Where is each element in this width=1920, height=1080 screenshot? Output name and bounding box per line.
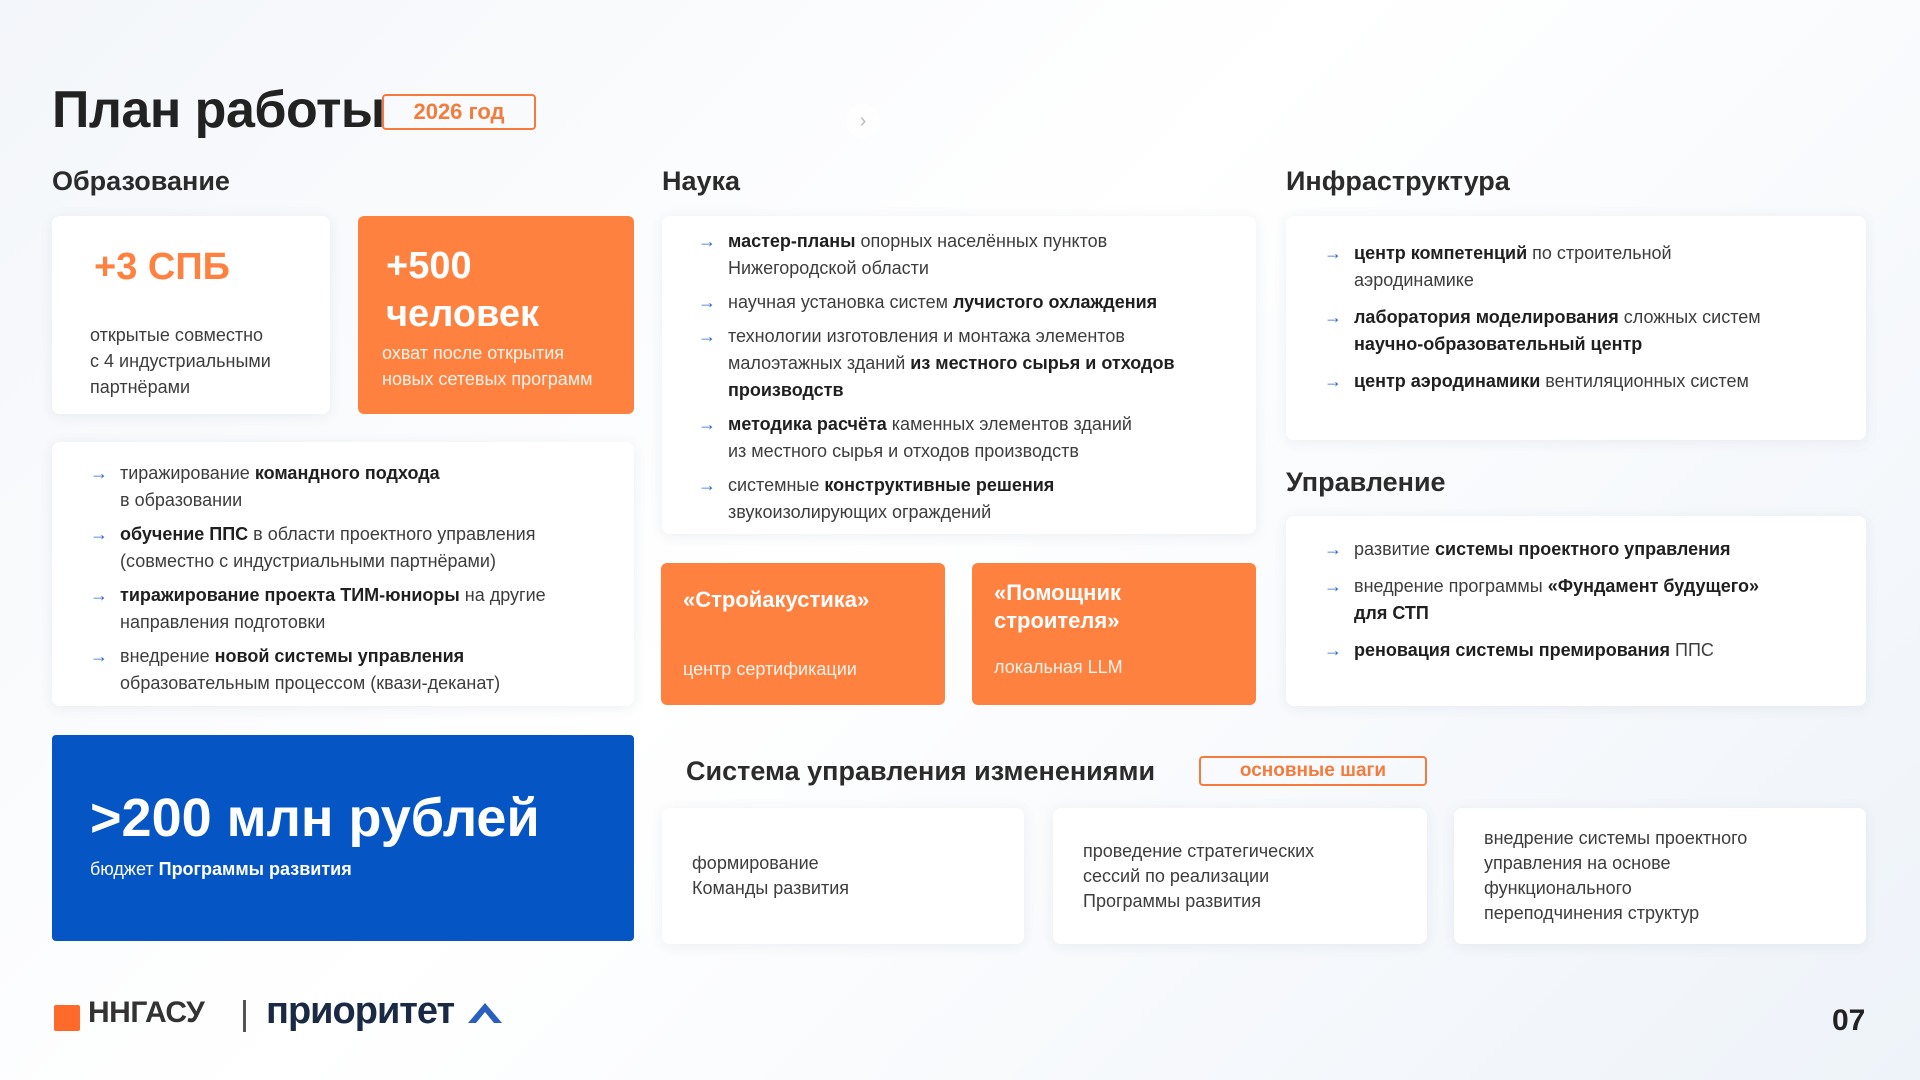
stat-people-value: человек	[386, 293, 540, 335]
list-item: → внедрение новой системы управления образовательным процессом (квази-деканат)	[90, 643, 614, 697]
stat-spb-desc-line: с 4 индустриальными	[90, 351, 271, 371]
priority-chevron-icon	[468, 1001, 502, 1025]
step-text-line: функционального	[1484, 878, 1632, 898]
arrow-right-icon: →	[698, 231, 716, 251]
step-card	[1454, 808, 1866, 944]
list-item: → методика расчёта каменных элементов зданий из местного сырья и отходов производств	[698, 411, 1236, 465]
list-item: → развитие системы проектного управления	[1324, 536, 1846, 563]
stat-people-desc-line: новых сетевых программ	[382, 369, 593, 389]
step-card	[1053, 808, 1427, 944]
list-item: → мастер-планы опорных населённых пунктов Нижегородской области	[698, 228, 1236, 282]
stat-people-desc-line: охват после открытия	[382, 343, 565, 363]
pomoshnik-title: строителя»	[994, 608, 1120, 633]
infrastructure-list-card	[1286, 216, 1866, 440]
step-text-line: Программы развития	[1083, 890, 1261, 911]
arrow-right-icon: →	[698, 292, 716, 312]
step-text-line: Команды развития	[692, 878, 849, 898]
science-title: Наука	[662, 166, 741, 196]
management-title: Управление	[1286, 467, 1446, 497]
stroyakustika-desc: центр сертификации	[683, 659, 857, 679]
step-text-line: переподчинения структур	[1484, 903, 1700, 923]
changes-tag: основные шаги	[1199, 756, 1427, 786]
budget-card	[52, 735, 634, 941]
step-text-line: внедрение системы проектного	[1484, 828, 1748, 848]
stat-card-people	[358, 216, 634, 414]
stat-spb-desc-line: открытые совместно	[90, 325, 264, 345]
list-item: → центр компетенций по строительной аэродинамике	[1324, 240, 1846, 294]
logo-divider	[243, 1000, 246, 1032]
arrow-right-icon: →	[90, 646, 108, 666]
arrow-right-icon: →	[90, 463, 108, 483]
list-item: → лаборатория моделирования сложных систем научно-образовательный центр	[1324, 304, 1846, 358]
chevron-right-icon[interactable]: ›	[846, 104, 880, 138]
list-item: → тиражирование командного подхода в образовании	[90, 460, 614, 514]
list-item: → системные конструктивные решения звукоизолирующих ограждений	[698, 472, 1236, 526]
arrow-right-icon: →	[1324, 640, 1342, 660]
priority-logo: приоритет	[266, 990, 502, 1033]
list-item: → тиражирование проекта ТИМ-юниоры на другие направления подготовки	[90, 582, 614, 636]
stat-spb-desc-line: партнёрами	[90, 377, 191, 397]
list-item: → научная установка систем лучистого охлаждения	[698, 289, 1236, 316]
page-number: 07	[1832, 1004, 1866, 1037]
education-list-card	[52, 442, 634, 706]
stroyakustika-card	[661, 563, 945, 705]
list-item: → центр аэродинамики вентиляционных систем	[1324, 368, 1846, 395]
stroyakustika-title: «Стройакустика»	[683, 587, 870, 612]
changes-title: Система управления изменениями	[686, 756, 1156, 786]
arrow-right-icon: →	[1324, 539, 1342, 559]
step-text-line: управления на основе	[1484, 853, 1671, 873]
arrow-right-icon: →	[1324, 371, 1342, 391]
infrastructure-title: Инфраструктура	[1286, 166, 1510, 196]
arrow-right-icon: →	[90, 524, 108, 544]
step-text-line: проведение стратегических	[1083, 840, 1315, 861]
stat-card-spb	[52, 216, 330, 414]
science-list-card	[662, 216, 1256, 534]
stat-people-value: +500	[386, 245, 472, 287]
pomoshnik-title: «Помощник	[994, 580, 1122, 605]
pomoshnik-desc: локальная LLM	[994, 657, 1123, 677]
budget-desc: бюджет Программы развития	[90, 859, 352, 879]
year-tag: 2026 год	[382, 94, 536, 130]
arrow-right-icon: →	[1324, 307, 1342, 327]
stat-spb-value: +3 СПБ	[94, 246, 230, 288]
nngasu-logo-icon	[54, 1005, 80, 1031]
arrow-right-icon: →	[1324, 576, 1342, 596]
arrow-right-icon: →	[698, 414, 716, 434]
list-item: → реновация системы премирования ППС	[1324, 637, 1846, 664]
education-title: Образование	[52, 166, 230, 196]
step-text-line: сессий по реализации	[1083, 865, 1270, 886]
page-title: План работы	[52, 81, 385, 139]
step-card	[662, 808, 1024, 944]
arrow-right-icon: →	[1324, 243, 1342, 263]
arrow-right-icon: →	[698, 326, 716, 346]
list-item: → обучение ППС в области проектного управления (совместно с индустриальными партнёрами)	[90, 521, 614, 575]
pomoshnik-card	[972, 563, 1256, 705]
arrow-right-icon: →	[698, 475, 716, 495]
list-item: → технологии изготовления и монтажа элементов малоэтажных зданий из местного сырья и отходов производств	[698, 323, 1236, 404]
arrow-right-icon: →	[90, 585, 108, 605]
nngasu-logo: ННГАСУ	[88, 996, 205, 1029]
list-item: → внедрение программы «Фундамент будущего» для СТП	[1324, 573, 1846, 627]
budget-value: >200 млн рублей	[90, 788, 540, 848]
step-text-line: формирование	[692, 853, 819, 873]
management-list-card	[1286, 516, 1866, 706]
